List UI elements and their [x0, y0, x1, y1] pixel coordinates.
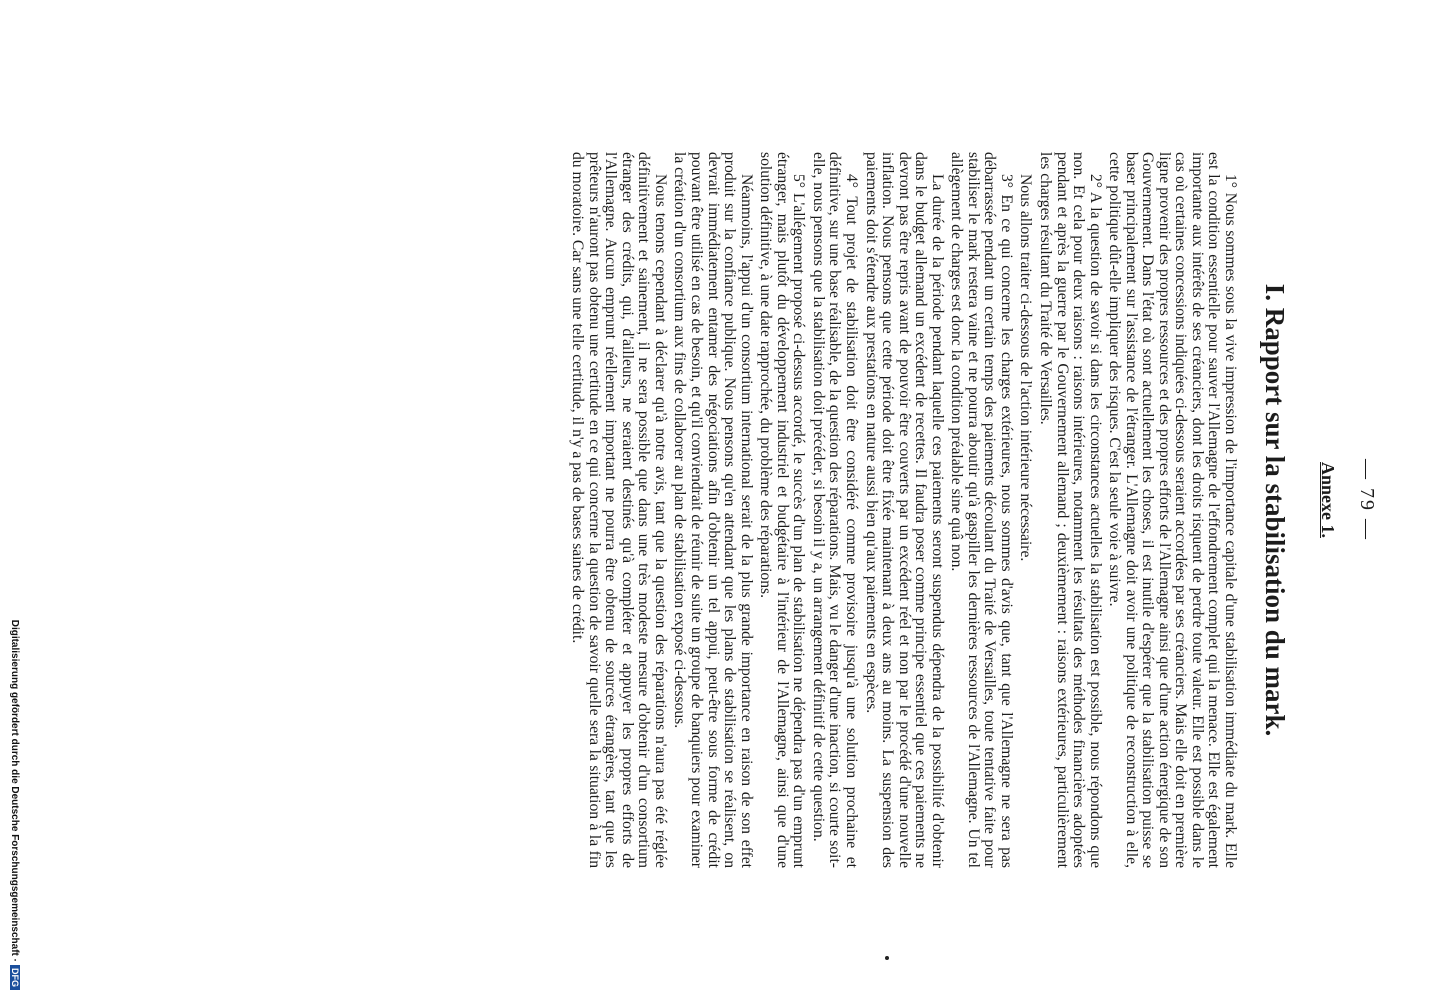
paragraph-1: 1° Nous sommes sous la vive impression de l'importance capitale d'une stabilisation immédiate du mark. Elle est la condition essentielle pour sauver l'Allemagne de l'effondrement complet qui la menace. Elle est également importante aux intérêts de ses créanciers, dont les droits risquent de perdre toute valeur. Elle est possible dans le cas où certaines concessions indiquées ci-dessous seraient accordées par ses créanciers. Mais elle doit en première ligne provenir des propres ressources et des propres efforts de l'Allemagne ainsi que d'une action énergique de son Gouvernement. Dans l'état où sont actuellement les choses, il est inutile d'espérer que la stabilisation puisse se baser principalement sur l'assistance de l'étranger. L'Allemagne doit avoir une politique de reconstruction à elle, cette politique dût-elle impliquer des risques. C'est la seule voie à suivre. — [1106, 152, 1239, 868]
paragraph-7: 5° L'allégement proposé ci-dessus accordé, le succès d'un plan de stabilisation ne dépendra pas d'un emprunt étranger, mais plutôt du développement industriel et budgétaire à l'intérieur de l'Allemagne, ainsi que d'une solution définitive, à une date rapprochée, du problème des réparations. — [757, 152, 808, 868]
paragraph-3: Nous allons traiter ci-dessous de l'action intérieure nécessaire. — [1017, 174, 1035, 562]
report-title: I. Rapport sur la stabilisation du mark. — [1260, 283, 1290, 737]
paragraph-6: 4° Tout projet de stabilisation doit être considéré comme provisoire jusqu'à une solution prochaine et définitive, sur une base réalisable, de la question des réparations. Mais, vu le danger d'une inaction, si courte soit-elle, nous pensons que la stabilisation doit précéder, si besoin il y a, un arrangement définitif de cette question. — [809, 152, 860, 868]
paragraph-4: 3° En ce qui concerne les charges extérieures, nous sommes d'avis que, tant que l'Allemagne ne sera pas débarrassée pendant un certain temps des paiements découlant du Traité de Versailles, toute tentative faite pour stabiliser le mark restera vaine et ne pourra aboutir qu'à gaspiller les dernières ressources de l'Allemagne. Un tel allègement de charges est donc la condition préalable sine quâ non. — [948, 152, 1015, 868]
scan-speck — [885, 956, 889, 960]
dfg-logo: DFG — [10, 965, 20, 990]
annex-heading: Annexe 1. — [1318, 462, 1338, 538]
digitization-credit — [9, 0, 20, 1000]
paragraph-5: La durée de la période pendant laquelle ces paiements seront suspendus dépendra de la possibilité d'obtenir dans le budget allemand un excédent de recettes. Il faudra poser comme principe essentiel que ces paiements ne devront pas être repris avant de pouvoir être couverts par un excédent réel et non par le procédé d'une nouvelle inflation. Nous pensons que cette période doit être fixée maintenant à deux ans au moins. La suspension des paiements doit s'étendre aux prestations en nature aussi bien qu'aux paiements en espèces. — [862, 152, 946, 868]
credit-text: Digitalisierung gefördert durch die Deutsche Forschungsgemeinschaft · — [9, 619, 20, 962]
paragraph-2: 2° A la question de savoir si dans les circonstances actuelles la stabilisation est possible, nous répondons que non. Et cela pour deux raisons : raisons intérieures, notamment les résultats des méthodes financières adoptées pendant et après la guerre par le Gouvernement allemand ; deuxièmement : raisons extérieures, particulièrement les charges résultant du Traité de Versailles. — [1036, 152, 1104, 868]
paragraph-8: Néanmoins, l'appui d'un consortium international serait de la plus grande importance en raison de son effet produit sur la confiance publique. Nous pensons qu'en attendant que les plans de stabilisation se réalisent, on devrait immédiatement entamer des négociations afin d'obtenir un tel appui, peut-être sous forme de crédit pouvant être utilisé en cas de besoin, et qu'il conviendrait de réunir de suite un groupe de banquiers pour examiner la création d'un consortium aux fins de collaborer au plan de stabilisation exposé ci-dessous. — [671, 152, 755, 868]
page-number: — 79 — — [1356, 459, 1378, 541]
body-text — [566, 152, 1238, 868]
paragraph-9: Nous tenons cependant à déclarer qu'à notre avis, tant que la question des réparations n'aura pas été réglée définitivement et sainement, il ne sera possible que dans une très modeste mesure d'obtenir d'un consortium étranger des crédits, qui, d'ailleurs, ne seraient destinés qu'à compléter et appuyer les propres efforts de l'Allemagne. Aucun emprunt réellement important ne pourra être obtenu de sources étrangères, tant que les prêteurs n'auront pas obtenu une certitude en ce qui concerne la question de savoir quelle sera la situation à la fin du moratoire. Car sans une telle certitude, il n'y a pas de bases saines de crédit. — [569, 152, 669, 868]
